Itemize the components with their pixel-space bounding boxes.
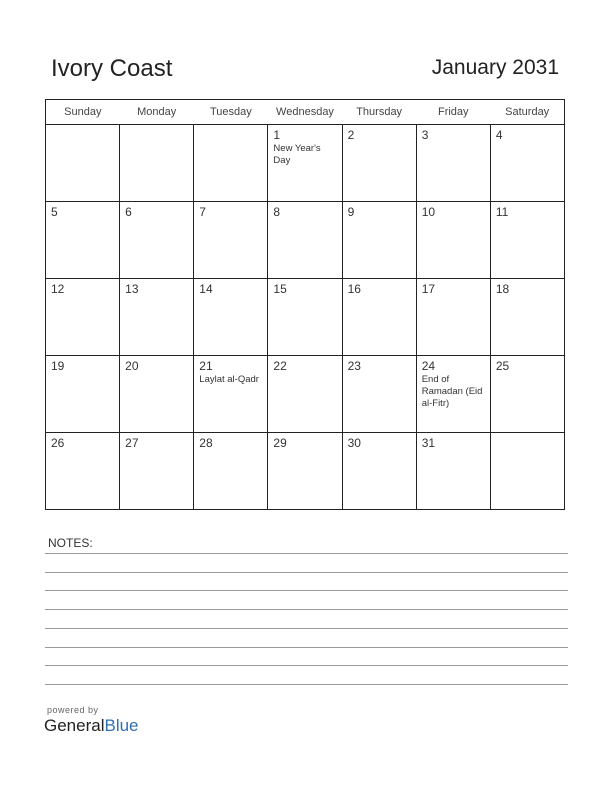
- weekday-header: Sunday: [46, 100, 120, 125]
- day-number: 31: [421, 436, 436, 450]
- day-cell: [342, 125, 416, 202]
- day-cell: [342, 433, 416, 510]
- day-cell: [194, 279, 268, 356]
- day-cell: [120, 202, 194, 279]
- day-number: 7: [199, 205, 206, 219]
- day-cell: [268, 202, 342, 279]
- day-cell: [194, 356, 268, 433]
- day-number: 16: [347, 282, 361, 296]
- day-cell: [416, 202, 490, 279]
- day-cell: [46, 279, 120, 356]
- day-cell: [268, 125, 342, 202]
- day-number: 13: [125, 282, 139, 296]
- day-number: 23: [347, 359, 361, 373]
- week-row: [46, 202, 565, 279]
- note-line: [45, 590, 568, 591]
- note-line: [45, 665, 568, 666]
- week-row: [46, 356, 565, 433]
- day-cell: [120, 433, 194, 510]
- day-number: 29: [273, 436, 287, 450]
- day-number: 1: [273, 128, 281, 142]
- day-number: 11: [495, 205, 509, 219]
- day-number: 22: [273, 359, 287, 373]
- day-number: 26: [51, 436, 65, 450]
- day-cell: [342, 279, 416, 356]
- weekday-header-row: [46, 100, 565, 125]
- day-cell: [120, 279, 194, 356]
- day-number: 8: [273, 205, 281, 219]
- day-cell: [342, 202, 416, 279]
- note-line: [45, 628, 568, 629]
- weekday-header: Thursday: [342, 100, 416, 125]
- weekday-header: Wednesday: [268, 100, 342, 125]
- brand-logo: [44, 716, 139, 736]
- day-number: 9: [347, 205, 355, 219]
- day-number: 19: [51, 359, 65, 373]
- powered-by-text: powered by: [47, 705, 99, 715]
- day-cell: [342, 356, 416, 433]
- day-cell: [194, 202, 268, 279]
- country-title: Ivory Coast: [51, 55, 173, 82]
- day-number: 2: [347, 128, 355, 142]
- week-row: [46, 433, 565, 510]
- note-line: [45, 572, 568, 573]
- day-cell: [416, 125, 490, 202]
- day-number: 24: [421, 359, 436, 373]
- day-number: 10: [421, 205, 436, 219]
- calendar-grid: [45, 99, 565, 510]
- note-line: [45, 684, 568, 685]
- day-cell: [490, 202, 564, 279]
- day-cell: [490, 125, 564, 202]
- day-cell: [490, 433, 564, 510]
- weekday-header: Monday: [120, 100, 194, 125]
- weekday-header: Tuesday: [194, 100, 268, 125]
- day-cell: [120, 125, 194, 202]
- day-number: 25: [495, 359, 510, 373]
- day-cell: [46, 356, 120, 433]
- day-number: 30: [347, 436, 361, 450]
- weekday-header: Saturday: [490, 100, 564, 125]
- day-number: 14: [199, 282, 213, 296]
- day-cell: [194, 433, 268, 510]
- notes-label: NOTES:: [48, 536, 93, 550]
- note-line: [45, 553, 568, 554]
- week-row: [46, 125, 565, 202]
- day-number: 4: [495, 128, 503, 142]
- day-cell: [490, 356, 564, 433]
- day-cell: [268, 279, 342, 356]
- day-cell: [268, 433, 342, 510]
- day-number: 27: [125, 436, 139, 450]
- day-cell: [194, 125, 268, 202]
- day-cell: [46, 433, 120, 510]
- day-cell: [46, 202, 120, 279]
- day-cell: [416, 356, 490, 433]
- weekday-header: Friday: [416, 100, 490, 125]
- day-cell: [268, 356, 342, 433]
- day-number: 5: [51, 205, 58, 219]
- day-number: 18: [495, 282, 510, 296]
- brand-blue: Blue: [104, 716, 139, 735]
- day-number: 17: [421, 282, 436, 296]
- brand-general: General: [44, 716, 105, 735]
- month-title: January 2031: [431, 56, 559, 79]
- holiday-label: End of Ramadan (Eid al-Fitr): [421, 374, 483, 409]
- holiday-label: Laylat al-Qadr: [199, 374, 259, 385]
- day-number: 3: [421, 128, 429, 142]
- day-cell: [416, 279, 490, 356]
- day-cell: [120, 356, 194, 433]
- day-number: 28: [199, 436, 213, 450]
- holiday-label: New Year's Day: [273, 143, 321, 166]
- day-cell: [46, 125, 120, 202]
- day-number: 12: [51, 282, 65, 296]
- note-line: [45, 609, 568, 610]
- day-number: 15: [273, 282, 287, 296]
- note-line: [45, 647, 568, 648]
- week-row: [46, 279, 565, 356]
- day-cell: [490, 279, 564, 356]
- day-number: 20: [125, 359, 139, 373]
- day-number: 6: [125, 205, 132, 219]
- day-cell: [416, 433, 490, 510]
- day-number: 21: [199, 359, 213, 373]
